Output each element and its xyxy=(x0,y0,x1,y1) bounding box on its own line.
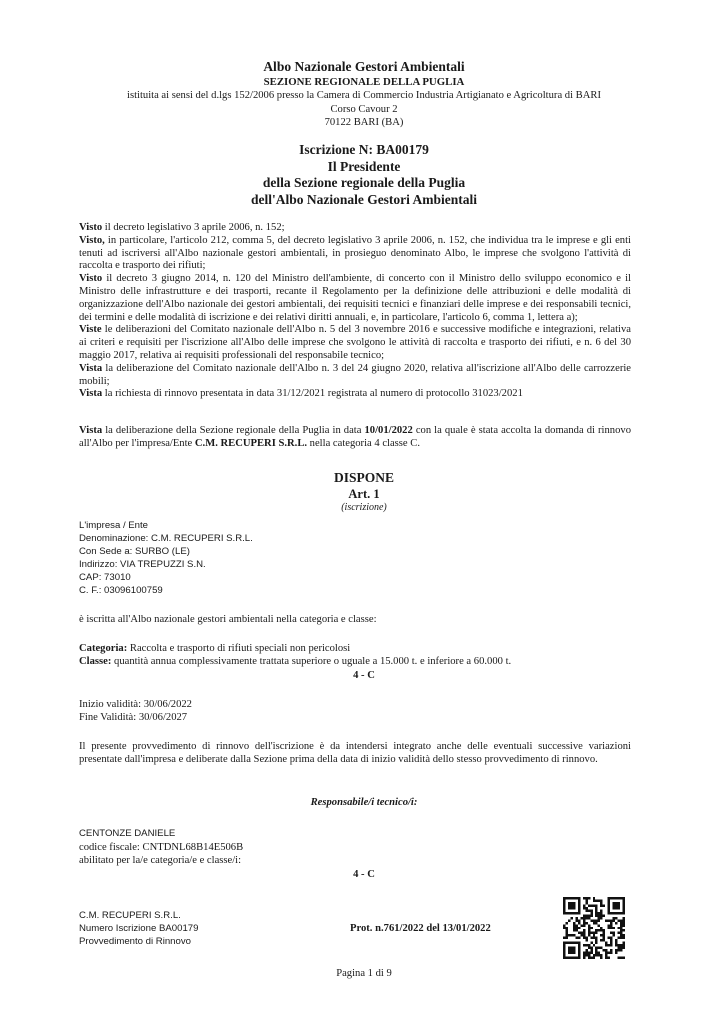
company-seat: Con Sede a: SURBO (LE) xyxy=(79,546,190,557)
page-number: Pagina 1 di 9 xyxy=(336,968,392,979)
institution-line: istituita ai sensi del d.lgs 152/2006 presso la Camera di Commercio Industria Artigianato e Agricoltura di BARI xyxy=(127,90,601,101)
qr-code-image xyxy=(563,897,625,959)
city-address: 70122 BARI (BA) xyxy=(324,117,404,128)
company-name: Denominazione: C.M. RECUPERI S.R.L. xyxy=(79,533,253,544)
president-line-2: dell'Albo Nazionale Gestori Ambientali xyxy=(250,192,478,207)
preamble-item: Vista la richiesta di rinnovo presentata in data 31/12/2021 registrata al numero di protocollo 31023/2021 xyxy=(79,388,523,400)
article-subtitle: (iscrizione) xyxy=(341,502,387,513)
org-name: Albo Nazionale Gestori Ambientali xyxy=(263,59,465,74)
footer-registration-number: Numero Iscrizione BA00179 xyxy=(79,923,199,934)
preamble-item: Viste le deliberazioni del Comitato nazionale dell'Albo n. 5 del 3 novembre 2016 e successive modifiche e integrazioni, relativa ai criteri e requisiti per l'iscrizione all'Albo delle imprese che svolgono le attività di raccolta e trasporto dei rifiuti, e n. 6 del 30 maggio 2017, relativa ai requisiti professionali del responsabile tecnico; xyxy=(79,324,631,361)
dispone-heading: DISPONE xyxy=(333,470,394,485)
president-line-1: della Sezione regionale della Puglia xyxy=(262,175,466,190)
footer-measure-type: Provvedimento di Rinnovo xyxy=(79,936,191,947)
company-cap: CAP: 73010 xyxy=(79,572,131,583)
company-label: L'impresa / Ente xyxy=(79,520,149,531)
category-code: 4 - C xyxy=(353,670,375,681)
validity-end: Fine Validità: 30/06/2027 xyxy=(79,712,188,723)
technical-manager-name: CENTONZE DANIELE xyxy=(79,828,176,839)
protocol-number: Prot. n.761/2022 del 13/01/2022 xyxy=(350,923,491,934)
technical-manager-heading: Responsabile/i tecnico/i: xyxy=(310,797,418,808)
registration-statement: è iscritta all'Albo nazionale gestori ambientali nella categoria e classe: xyxy=(79,614,377,625)
technical-manager-qualification: abilitato per la/e categoria/e e classe/i: xyxy=(79,855,242,866)
preamble-item: Vista la deliberazione del Comitato nazionale dell'Albo n. 3 del 24 giugno 2020, relativa all'iscrizione all'Albo delle carrozzerie mobili; xyxy=(79,362,631,387)
deliberation: Vista la deliberazione della Sezione regionale della Puglia in data 10/01/2022 con la quale è stata accolta la domanda di rinnovo all'Albo per l'impresa/Ente C.M. RECUPERI S.R.L. nella categoria 4 classe C. xyxy=(79,425,631,449)
preamble xyxy=(79,222,631,401)
classe-line: Classe: quantità annua complessivamente trattata superiore o uguale a 15.000 t. e inferiore a 60.000 t. xyxy=(79,656,512,667)
iscrizione-number: Iscrizione N: BA00179 xyxy=(299,142,429,157)
section-name: SEZIONE REGIONALE DELLA PUGLIA xyxy=(263,76,465,88)
street-address: Corso Cavour 2 xyxy=(330,104,398,115)
categoria-line: Categoria: Raccolta e trasporto di rifiuti speciali non pericolosi xyxy=(79,643,351,654)
validity-start: Inizio validità: 30/06/2022 xyxy=(79,699,192,710)
president-title: Il Presidente xyxy=(327,159,401,174)
renewal-note: Il presente provvedimento di rinnovo dell'iscrizione è da intendersi integrato anche delle eventuali successive variazioni presentate dall'impresa e deliberate dalla Sezione prima della data di inizio validità dello stesso provvedimento di rinnovo. xyxy=(79,741,631,765)
technical-manager-code: 4 - C xyxy=(353,869,375,880)
preamble-item: Visto, in particolare, l'articolo 212, comma 5, del decreto legislativo 3 aprile 2006, n. 152, che individua tra le imprese e gli enti tenuti ad iscriversi all'Albo nazionale gestori ambientali, in prosieguo denominato Albo, le imprese che svolgono l'attività di raccolta e trasporto dei rifiuti; xyxy=(79,234,631,272)
technical-manager-fiscal-code: codice fiscale: CNTDNL68B14E506B xyxy=(79,842,244,853)
company-address: Indirizzo: VIA TREPUZZI S.N. xyxy=(79,559,206,570)
footer-company: C.M. RECUPERI S.R.L. xyxy=(79,910,181,921)
preamble-item: Visto il decreto legislativo 3 aprile 2006, n. 152; xyxy=(79,222,285,233)
article-title: Art. 1 xyxy=(348,487,380,501)
company-fiscal-code: C. F.: 03096100759 xyxy=(79,585,163,596)
preamble-item: Visto il decreto 3 giugno 2014, n. 120 del Ministro dell'ambiente, di concerto con il Ministro dello sviluppo economico e il Ministro delle infrastrutture e dei trasporti, recante il Regolamento per la definizione delle attribuzioni e delle modalità di organizzazione dell'Albo nazionale dei gestori ambientali, dei requisiti tecnici e finanziari delle imprese e dei responsabili tecnici, dei termini e delle modalità di iscrizione e dei relativi diritti annuali, e, in particolare, l'articolo 6, comma 1, lettera a); xyxy=(79,273,631,323)
